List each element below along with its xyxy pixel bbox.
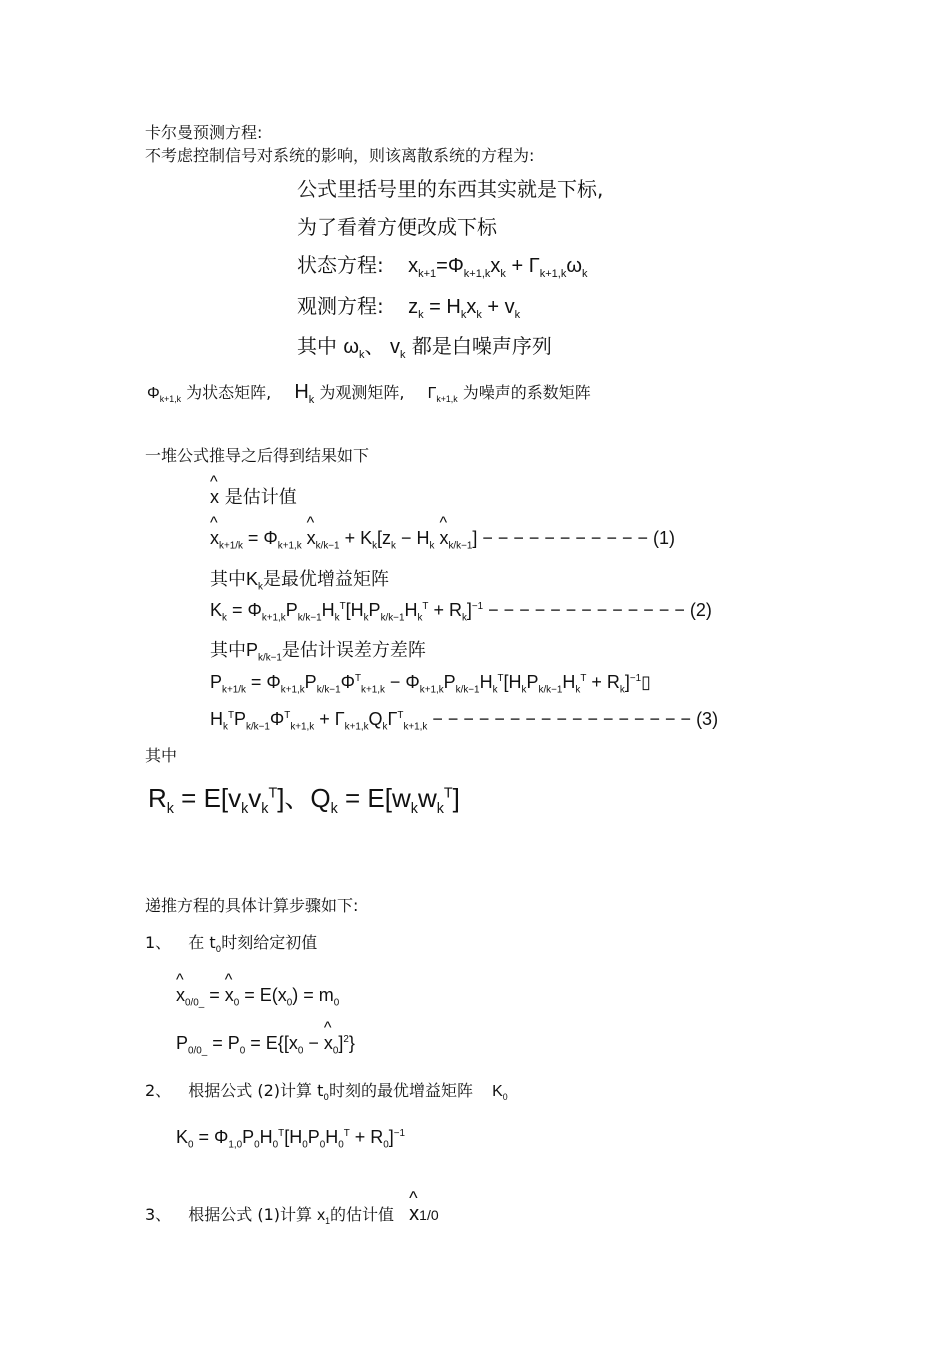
matrices-row (147, 380, 591, 406)
heading: 卡尔曼预测方程: (145, 123, 263, 142)
state-equation-row (297, 249, 587, 280)
rq-definition: $R_k = E[v_kv_k^T]$、$Q_k = E[w_kw_k^T]$ (148, 783, 460, 818)
step-3-tail: 的估计值 (330, 1205, 395, 1224)
noise-prefix: 其中 (297, 334, 337, 358)
equation-2: $K_k = \Phi_{k+1,k}P_{k/k-1}H_k^T[H_kP_{k/k-1}H_k^T + R_k]^{-1}$ − − − − − − − − − − − − − (2) (210, 600, 712, 624)
step-1: 1、 在 $t_0$时刻给定初值 (145, 933, 318, 956)
xhat-desc: 是估计值 (224, 487, 297, 508)
x1-symbol: $x_1$ (317, 1207, 331, 1227)
obs-label: 观测方程: (297, 294, 384, 318)
note-line-1: 公式里括号里的东西其实就是下标, (297, 177, 604, 201)
where-label: 其中 (145, 746, 178, 765)
step-2-text: 根据公式 (2)计算 t (188, 1081, 324, 1100)
h-symbol: $H_k$ (294, 381, 315, 406)
state-equation: $x_{k+1}=\Phi_{k+1,k}x_k + \Gamma_{k+1,k}\omega_k$ (408, 255, 588, 280)
noise-suffix: 都是白噪声序列 (411, 334, 552, 358)
h-desc: 为观测矩阵, (319, 383, 405, 402)
eq3-label: (3) (696, 709, 719, 729)
p-row (210, 636, 426, 664)
equation-3a: $P_{k+1/k} = \Phi_{k+1,k}P_{k/k-1}\Phi^T_{k+1,k} - \Phi_{k+1,k}P_{k/k-1}H_k^T[H_kP_{k/k-1}H_k^T$ + $R_k]^{-1}▯$ (210, 672, 652, 696)
steps-intro: 递推方程的具体计算步骤如下: (145, 896, 359, 915)
xhat-row (210, 483, 297, 509)
step-2-tail: 时刻的最优增益矩阵 (329, 1081, 474, 1100)
step-1-num: 1、 (145, 933, 172, 952)
step-2-num: 2、 (145, 1081, 172, 1100)
k-symbol: $K_k$ (246, 569, 263, 593)
eq1-label: (1) (653, 528, 675, 548)
p-desc: 是估计误差方差阵 (281, 640, 426, 661)
step-1-eq-p: $P_{0/0\_} = P_0 = E\{[x_0$ − ^ $x_0]^2$} (176, 1033, 355, 1057)
gamma-desc: 为噪声的系数矩阵 (462, 383, 591, 402)
eq2-label: (2) (689, 600, 712, 620)
step-2: 2、 根据公式 (2)计算 $t_0$时刻的最优增益矩阵 $K_0$ (145, 1081, 508, 1104)
p-prefix: 其中 (210, 640, 246, 661)
step-3: 3、 根据公式 (1)计算 $x_1$的估计值 ^ x1/0 (145, 1202, 439, 1226)
noise-symbols: $\omega_k$、 $v_k$ (343, 336, 406, 361)
step-3-num: 3、 (145, 1205, 172, 1224)
p-symbol: $P_{k/k-1}$ (246, 640, 282, 664)
phi-symbol: $\Phi_{k+1,k}$ (147, 385, 182, 405)
obs-equation-row (297, 290, 520, 321)
obs-equation: $z_k = H_kx_k + v_k$ (408, 296, 521, 321)
state-label: 状态方程: (297, 253, 384, 277)
condition-text: 不考虑控制信号对系统的影响，则该离散系统的方程为: (145, 146, 535, 165)
note-line-2: 为了看着方便改成下标 (297, 215, 497, 239)
k-row (210, 565, 389, 593)
noise-row (297, 330, 552, 361)
step-1-eq-x: ^ $x_{0/0\_}$ = ^ $x_0 = E(x_0) = m_0$ (176, 985, 339, 1009)
step-1-tail: 时刻给定初值 (221, 933, 318, 952)
k0-symbol: $K_0$ (492, 1083, 508, 1103)
gamma-symbol: $\Gamma_{k+1,k}$ (427, 385, 458, 405)
equation-1: ^ $x_{k+1/k} = \Phi_{k+1,k}$ ^ $x_{k/k-1} + K_k[z_k - H_k$ ^ $x_{k/k-1}$] − − − − − − − − − − − (1) (210, 528, 675, 552)
k-prefix: 其中 (210, 569, 246, 590)
step-3-text: 根据公式 (1)计算 (188, 1205, 313, 1224)
k-desc: 是最优增益矩阵 (262, 569, 389, 590)
equation-3b: $H_k^TP_{k/k-1}\Phi^T_{k+1,k} + \Gamma_{k+1,k}Q_k\Gamma^T_{k+1,k}$ − − − − − − − − − − − − − − − − − (3) (210, 709, 719, 733)
x10-symbol: ^ x (409, 1203, 419, 1226)
phi-desc: 为状态矩阵, (186, 383, 272, 402)
step-2-eq: $K_0 = \Phi_{1,0}P_0H_0^T[H_0P_0H_0^T + R_0]^{-1}$ (176, 1127, 406, 1151)
xhat-symbol: ^ x (210, 487, 219, 508)
step-1-text: 在 t (188, 933, 216, 952)
derivation-intro: 一堆公式推导之后得到结果如下 (145, 446, 370, 465)
